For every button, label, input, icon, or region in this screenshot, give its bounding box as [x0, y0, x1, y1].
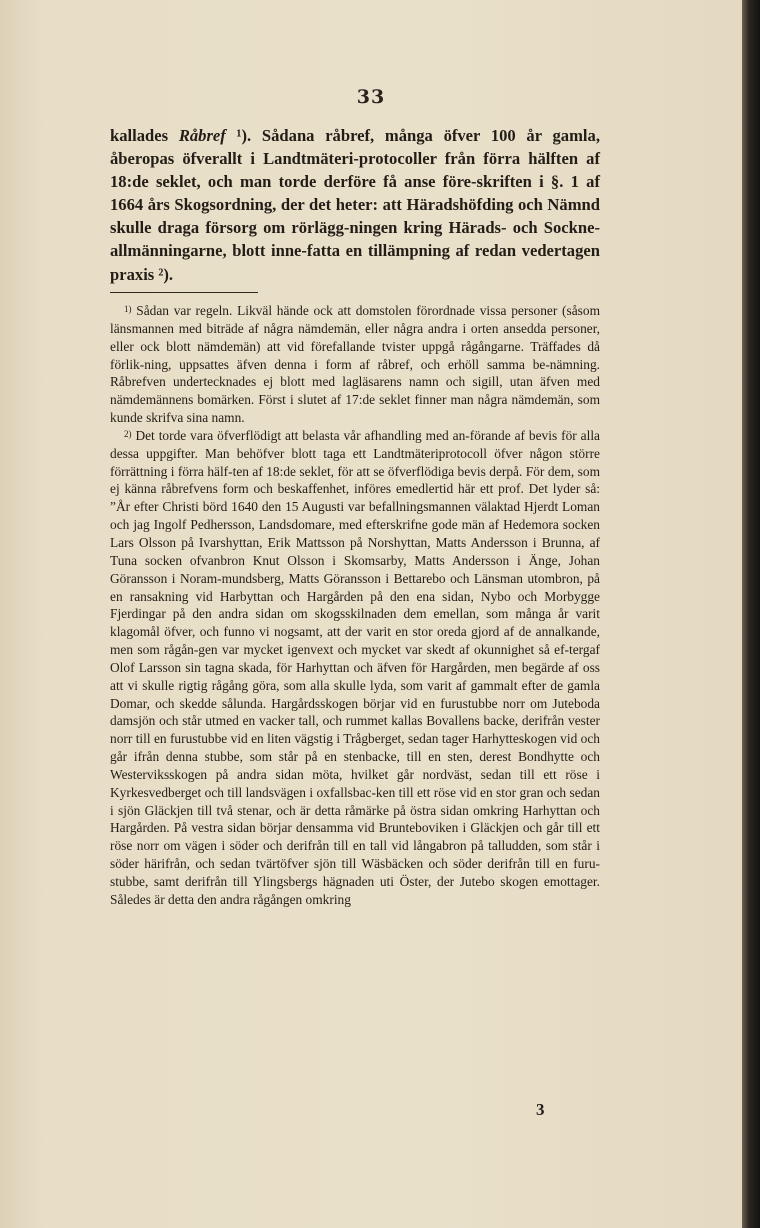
- footnote-2-text: Det torde vara öfverflödigt att belasta vår afhandling med an-förande af bevis för alla dessa uppgifter. Man behöfver blott taga ett Landtmäteriprotocoll öfver någon större förrättning i förra hälf-ten af 18:de seklet, för att se öfverflödiga bevis derpå. För dem, som ej känna råbrefvens form och beskaffenhet, införes emedlertid här ett prof. Det lyder så: ”År efter Christi börd 1640 den 15 Augusti var befallningsmannen välaktad Hjerdt Loman och jag Ingolf Pedhersson, Landsdomare, med efterskrifne gode män af Hedemora socken Lars Olsson på Ivarshyttan, Erik Mattsson på Norshyttan, Matts Andersson i Brunna, af Tuna socken ofvanbron Knut Olsson i Skomsarby, Matts Andersson i Änge, Johan Göransson i Noram-mundsberg, Matts Göransson i Bettarebo och Länsman utombron, på en ransakning vid Harbyttan och Hargården på den ena sidan, Nybo och Morbygge Fjerdingar på den andra sidan om skogsskilnaden dem emellan, som många år varit klagomål öfver, och funno vi nogsamt, att der varit en stor oreda gjord af de annalkande, men som rågån-gen var mycket igenvext och mycket var skedt af okunnighet så ef-tergaf Olof Larsson sin tagna skada, för Harhyttan och äfven för Hargården, men begärde af oss att vi skulle rigtig rågång göra, som alla skulle lyda, som varit af gammalt efter de gamla Domar, och skedde sålunda. Hargårdsskogen börjar vid en furustubbe norr om Juteboda damsjön och står utmed en vacker tall, och rummet kallas Bovallens backe, derifrån vester norr till en furustubbe vid en liten vägstig i Trågberget, sedan tager Harhytteskogen vid och går ifrån denna stubbe, som står på en stenbacke, till en sten, derest Bondhytte och Westerviksskogen på andra sidan möta, hvilket går nordväst, sedan till ett röse i Kyrkesvedberget och till landsvägen i oxfallsbac-ken till ett röse vid en stor gran och sedan i sjön Gläckjen till två stenar, och är detta råmärke på östra sidan omkring Harhyttan och Hargården. På vestra sidan börjar densamma vid Brunteboviken i Gläckjen och går till ett röse norr om vägen i söder och derifrån till en tall vid långabron på talludden, som står i söder härifrån, och sedan tvärtöfver sjön till Wäsbäcken och söder derifrån till en furu-stubbe, samt derifrån till Ylingsbergs hägnaden uti Öster, der Jutebo skogen emottager. Således är detta den andra rågången omkring: [110, 427, 600, 907]
- body-text-start: kallades: [110, 126, 179, 145]
- signature-mark: 3: [536, 1100, 545, 1119]
- footnote-rule: [110, 292, 258, 293]
- body-text: [110, 124, 600, 286]
- footnote-1-text: Sådan var regeln. Likväl hände ock att domstolen förordnade vissa personer (såsom länsmannen med biträde af några nämdemän, eller några andra i orten ansedda personer, eller ock blott nämdemän) att vid förefallande tvister uppgå rågångarne. Träffades då förlik-ning, uppsattes äfven denna i form af råbref, och erhöll samma be-nämning. Råbrefven undertecknades ej blott med lagläsarens namn och sigill, utan äfven med nämdemännens bomärken. Först i slutet af 17:de seklet finner man några nämdemän, som kunde skrifva sina namn.: [110, 303, 600, 426]
- footnotes: [110, 302, 600, 909]
- page-number: 33: [356, 86, 386, 108]
- footnote-2: [110, 427, 600, 909]
- footnote-1-marker: 1): [124, 304, 132, 314]
- main-paragraph: [110, 124, 600, 286]
- footnote-1: [110, 302, 600, 427]
- footnote-2-marker: 2): [124, 428, 132, 439]
- body-text-rest: ¹). Sådana råbref, många öfver 100 år gamla, åberopas öfverallt i Landtmäteri-protocoller från förra hälften af 18:de seklet, och man torde derföre få anse före-skriften i §. 1 af 1664 års Skogsordning, der det heter: att Häradshöfding och Nämnd skulle draga försorg om rörlägg-ningen kring Härads- och Sockne-allmänningarne, blott inne-fatta en tillämpning af redan vedertagen praxis ²).: [110, 126, 600, 284]
- book-edge: [742, 0, 760, 1228]
- italic-term: Råbref: [178, 126, 226, 145]
